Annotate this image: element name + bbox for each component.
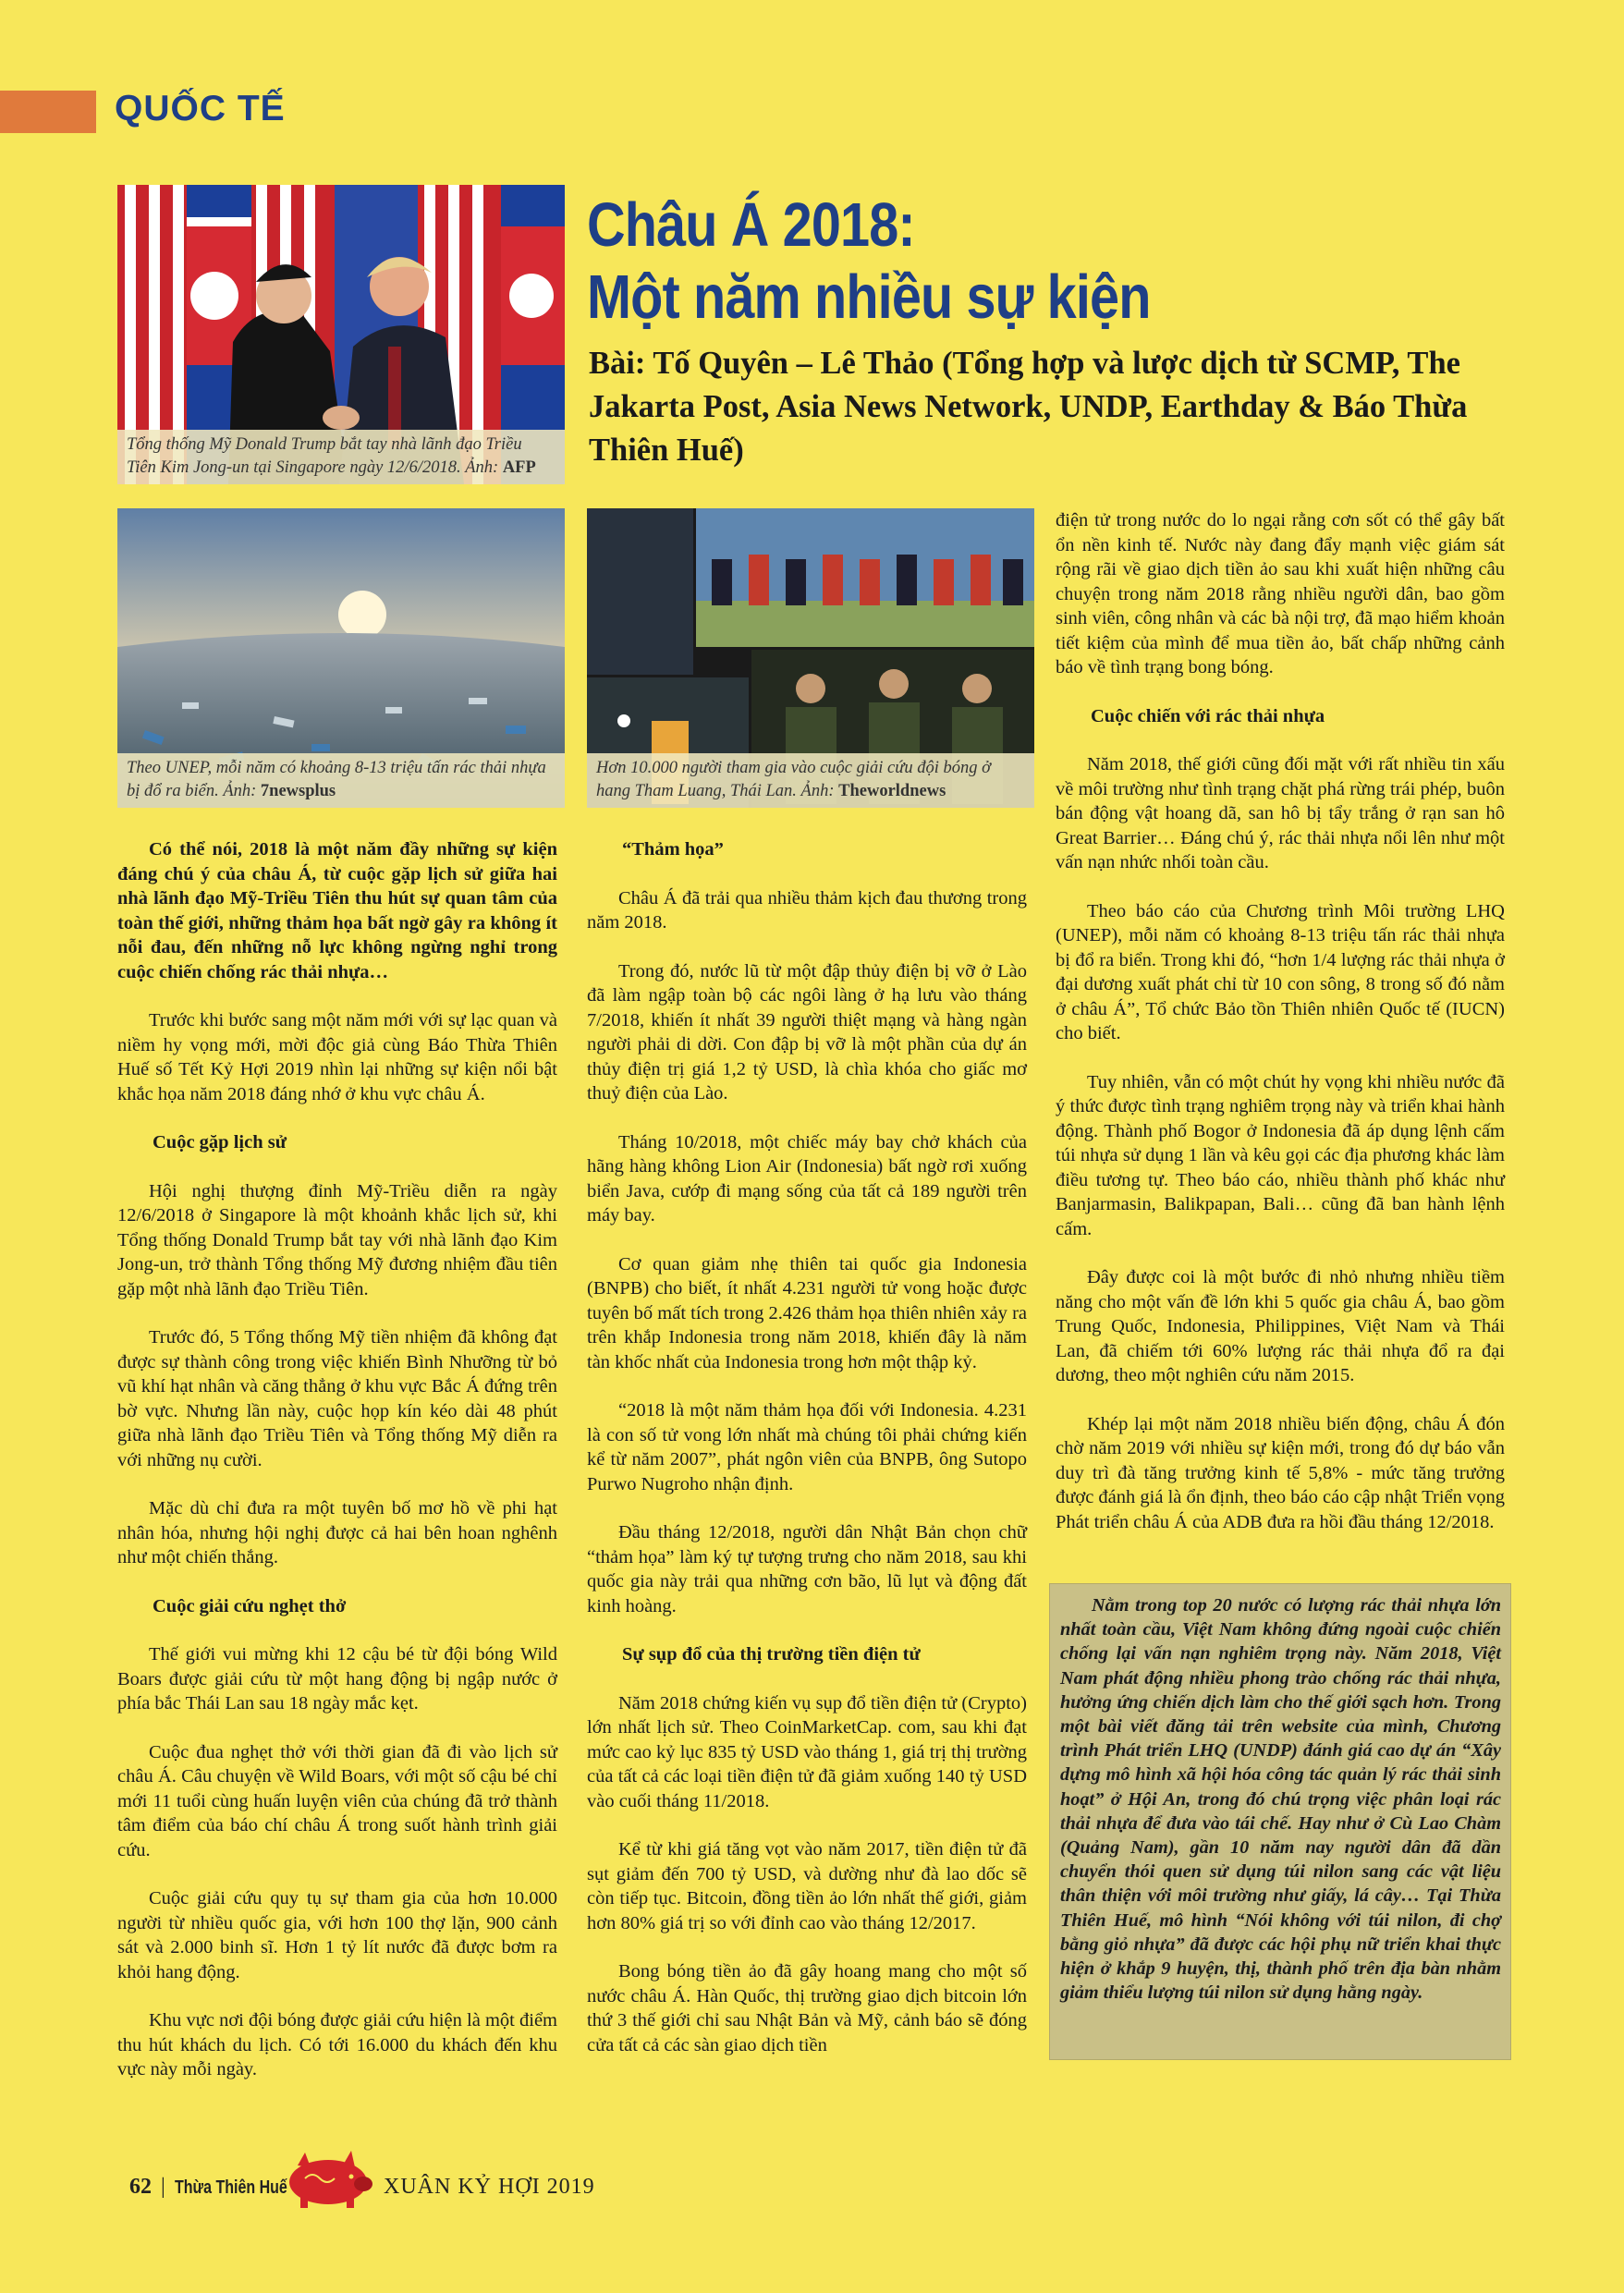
summit-photo-caption: Tổng thống Mỹ Donald Trump bắt tay nhà lãnh đạo Triều Tiên Kim Jong-un tại Singapore ngày 12/6/2018. Ảnh: AFP bbox=[117, 430, 565, 484]
article-byline: Bài: Tố Quyên – Lê Thảo (Tổng hợp và lược dịch từ SCMP, The Jakarta Post, Asia News Network, UNDP, Earthday & Báo Thừa Thiên Huế) bbox=[589, 346, 1468, 468]
subheading-disaster: “Thảm họa” bbox=[622, 839, 724, 860]
subheading-cave-rescue: Cuộc giải cứu nghẹt thở bbox=[153, 1595, 347, 1616]
col1-paragraph: Mặc dù chỉ đưa ra một tuyên bố mơ hồ về phi hạt nhân hóa, nhưng hội nghị được cả hai bên hoan nghênh như một chiến thắng. bbox=[117, 1498, 557, 1567]
vietnam-callout-text: Nằm trong top 20 nước có lượng rác thải nhựa lớn nhất toàn cầu, Việt Nam không đứng ngoài cuộc chiến chống lại vấn nạn nghiêm trọng này. Năm 2018, Việt Nam phát động nhiều phong trào chống rác thải nhựa, hưởng ứng chiến dịch làm cho thế giới sạch hơn. Trong một bài viết đăng tải trên website của mình, Chương trình Phát triển LHQ (UNDP) đánh giá cao dự án “Xây dựng mô hình xã hội hóa công tác quản lý rác thải sinh hoạt” ở Hội An, trong đó chú trọng việc phân loại rác thải nhựa để đưa vào tái chế. Hay như ở Cù Lao Chàm (Quảng Nam), gần 10 năm nay người dân đã dần chuyển thói quen sử dụng túi nilon sang các vật liệu thân thiện với môi trường như giấy, lá cây… Tại Thừa Thiên Huế, mô hình “Nói không với túi nilon, đi chợ bằng giỏ nhựa” đã được các hội phụ nữ triển khai thực hiện ở khắp 9 huyện, thị, thành phố trên địa bàn nhằm giảm thiểu lượng túi nilon sử dụng hằng ngày. bbox=[1060, 1595, 1501, 2004]
summit-photo-credit: AFP bbox=[502, 458, 536, 477]
subheading-historic-meeting: Cuộc gặp lịch sử bbox=[153, 1132, 287, 1153]
col2-paragraph: Năm 2018 chứng kiến vụ sụp đổ tiền điện tử (Crypto) lớn nhất lịch sử. Theo CoinMarketCap. com, sau khi đạt mức cao kỷ lục 835 tỷ USD vào tháng 1, giá trị thị trường của tất cả các loại tiền điện tử đã giảm xuống 140 tỷ USD vào cuối tháng 11/2018. bbox=[587, 1692, 1027, 1811]
col1-paragraph: Cuộc giải cứu quy tụ sự tham gia của hơn 10.000 người từ nhiều quốc gia, với hơn 100 thợ lặn, 900 cảnh sát và 2.000 binh sĩ. Hơn 1 tỷ lít nước đã được bơm ra khỏi hang động. bbox=[117, 1888, 557, 1982]
col2-paragraph: Cơ quan giảm nhẹ thiên tai quốc gia Indonesia (BNPB) cho biết, ít nhất 4.231 người tử vong hoặc được tuyên bố mất tích trong 2.426 thảm họa thiên nhiên xảy ra trên khắp Indonesia trong năm 2018, khiến đây là năm tàn khốc nhất của Indonesia trong hơn một thập kỷ. bbox=[587, 1253, 1027, 1372]
publication-name: Thừa Thiên Huế bbox=[174, 2177, 287, 2198]
col2-paragraph: Kể từ khi giá tăng vọt vào năm 2017, tiền điện tử đã sụt giảm đến 700 tỷ USD, và dường như đà lao dốc sẽ còn tiếp tục. Bitcoin, đồng tiền ảo lớn nhất thế giới, giảm hơn 80% giá trị so với đỉnh cao vào tháng 12/2017. bbox=[587, 1839, 1027, 1933]
col1-paragraph: Cuộc đua nghẹt thở với thời gian đã đi vào lịch sử châu Á. Câu chuyện về Wild Boars, với một số cậu bé chỉ mới 11 tuổi cùng huấn luyện viên của chúng đã trở thành tâm điểm của báo chí châu Á trong suốt hành trình giải cứu. bbox=[117, 1741, 557, 1860]
col1-paragraph: Thế giới vui mừng khi 12 cậu bé từ đội bóng Wild Boars được giải cứu từ một hang động bị ngập nước ở phía bắc Thái Lan sau 18 ngày mắc kẹt. bbox=[117, 1644, 557, 1714]
cave-rescue-caption: Hơn 10.000 người tham gia vào cuộc giải cứu đội bóng ở hang Tham Luang, Thái Lan. Ảnh: Theworldnews bbox=[587, 753, 1034, 808]
article-column-3 bbox=[1056, 508, 1505, 1558]
article-title bbox=[587, 189, 1382, 334]
plastic-waste-photo bbox=[117, 508, 565, 808]
col3-paragraph: Khép lại một năm 2018 nhiều biến động, châu Á đón chờ năm 2019 với nhiều sự kiện mới, trong đó dự báo vẫn duy trì đà tăng trưởng kinh tế 5,8% - mức tăng trưởng được đánh giá là ổn định, theo báo cáo cập nhật Triển vọng Phát triển châu Á của ADB đưa ra hồi đầu tháng 12/2018. bbox=[1056, 1413, 1505, 1532]
article-title-line2: Một năm nhiều sự kiện bbox=[587, 262, 1151, 332]
col1-paragraph: Khu vực nơi đội bóng được giải cứu hiện là một điểm thu hút khách du lịch. Có tới 16.000 du khách đến khu vực này mỗi ngày. bbox=[117, 2010, 557, 2080]
col1-paragraph: Trước đó, 5 Tổng thống Mỹ tiền nhiệm đã không đạt được sự thành công trong việc khiến Bình Nhưỡng từ bỏ vũ khí hạt nhân và căng thẳng ở khu vực Bắc Á đứng trên bờ vực. Nhưng lần này, cuộc họp kín kéo dài 48 phút giữa nhà lãnh đạo Triều Tiên và Tổng thống Mỹ diễn ra với những nụ cười. bbox=[117, 1327, 557, 1470]
section-accent-bar bbox=[0, 91, 96, 133]
col3-paragraph: Đây được coi là một bước đi nhỏ nhưng nhiều tiềm năng cho một vấn đề lớn khi 5 quốc gia châu Á, bao gồm Trung Quốc, Indonesia, Philippines, Việt Nam và Thái Lan, đã chiếm tới 60% lượng rác thải nhựa đổ ra đại dương, theo một nghiên cứu năm 2015. bbox=[1056, 1267, 1505, 1385]
subheading-plastic-waste: Cuộc chiến với rác thải nhựa bbox=[1091, 705, 1325, 726]
section-label: QUỐC TẾ bbox=[115, 89, 286, 128]
col1-paragraph: Hội nghị thượng đỉnh Mỹ-Triều diễn ra ngày 12/6/2018 ở Singapore là một khoảnh khắc lịch sử, khi Tổng thống Donald Trump bắt tay với nhà lãnh đạo Kim Jong-un, trở thành Tổng thống Mỹ đương nhiệm đầu tiên gặp một nhà lãnh đạo Triều Tiên. bbox=[117, 1180, 557, 1299]
plastic-waste-credit: 7newsplus bbox=[260, 782, 336, 800]
col2-paragraph: “2018 là một năm thảm họa đối với Indonesia. 4.231 là con số tử vong lớn nhất mà chúng tôi phải chứng kiến kể từ năm 2007”, phát ngôn viên của BNPB, ông Sutopo Purwo Nugroho nhận định. bbox=[587, 1400, 1027, 1494]
article-title-line1: Châu Á 2018: bbox=[587, 190, 915, 260]
pig-zodiac-icon bbox=[277, 2149, 379, 2210]
col2-paragraph: Tháng 10/2018, một chiếc máy bay chở khách của hãng hàng không Lion Air (Indonesia) bất ngờ rơi xuống biển Java, cướp đi mạng sống của tất cả 189 người trên máy bay. bbox=[587, 1131, 1027, 1226]
footer-separator: | bbox=[161, 2175, 165, 2199]
col1-paragraph: Trước khi bước sang một năm mới với sự lạc quan và niềm hy vọng mới, mời độc giả cùng Báo Thừa Thiên Huế số Tết Kỷ Hợi 2019 nhìn lại những sự kiện nổi bật khắc họa năm 2018 đáng nhớ ở khu vực châu Á. bbox=[117, 1010, 557, 1104]
summit-photo bbox=[117, 185, 565, 484]
cave-rescue-photo bbox=[587, 508, 1034, 808]
col2-paragraph: Đầu tháng 12/2018, người dân Nhật Bản chọn chữ “thảm họa” làm ký tự tượng trưng cho năm 2018, sau khi quốc gia này trải qua những cơn bão, lũ lụt và động đất kinh hoàng. bbox=[587, 1522, 1027, 1616]
col3-paragraph: Năm 2018, thế giới cũng đối mặt với rất nhiều tin xấu về môi trường như tình trạng chặt phá rừng trái phép, buôn bán động vật hoang dã, san hô bị tẩy trắng ở rạn san hô Great Barrier… Đáng chú ý, rác thải nhựa nổi lên như một vấn nạn nhức nhối toàn cầu. bbox=[1056, 754, 1505, 872]
article-lead: Có thể nói, 2018 là một năm đầy những sự kiện đáng chú ý của châu Á, từ cuộc gặp lịch sử giữa hai nhà lãnh đạo Mỹ-Triều Tiên thu hút sự quan tâm của toàn thế giới, những thảm họa bất ngờ gây ra không ít nỗi đau, đến những nỗ lực không ngừng nghỉ trong cuộc chiến chống rác thải nhựa… bbox=[117, 839, 557, 982]
cave-rescue-credit: Theworldnews bbox=[838, 782, 946, 800]
issue-label: XUÂN KỶ HỢI 2019 bbox=[384, 2175, 595, 2199]
col2-paragraph: Bong bóng tiền ảo đã gây hoang mang cho một số nước châu Á. Hàn Quốc, thị trường giao dịch bitcoin lớn thứ 3 thế giới chỉ sau Nhật Bản và Mỹ, cảnh báo sẽ đóng cửa tất cả các sàn giao dịch tiền bbox=[587, 1961, 1027, 2055]
col2-paragraph: Châu Á đã trải qua nhiều thảm kịch đau thương trong năm 2018. bbox=[587, 887, 1027, 933]
col2-paragraph: Trong đó, nước lũ từ một đập thủy điện bị vỡ ở Lào đã làm ngập toàn bộ các ngôi làng ở hạ lưu vào tháng 7/2018, khiến ít nhất 39 người thiệt mạng và hàng ngàn người phải di dời. Con đập bị vỡ là một phần của dự án thủy điện trị giá 1,2 tỷ USD, là chìa khóa cho giấc mơ thuỷ điện của Lào. bbox=[587, 960, 1027, 1104]
subheading-crypto-crash: Sự sụp đổ của thị trường tiền điện tử bbox=[622, 1644, 921, 1665]
article-column-2 bbox=[587, 837, 1027, 2081]
article-column-1 bbox=[117, 837, 557, 2106]
col3-paragraph: điện tử trong nước do lo ngại rằng cơn sốt có thể gây bất ổn nền kinh tế. Nước này đang đẩy mạnh việc giám sát rộng rãi về giao dịch tiền ảo sau khi xuất hiện những câu chuyện trong năm 2018 rằng nhiều người dân, bao gồm sinh viên, công nhân và các bà nội trợ, đã mạo hiểm khoản tiết kiệm của mình để mua tiền ảo, bất chấp những cảnh báo về tình trạng bong bóng. bbox=[1056, 510, 1505, 677]
vietnam-callout-box bbox=[1049, 1583, 1511, 2060]
page-number: 62 bbox=[129, 2175, 152, 2199]
plastic-waste-caption: Theo UNEP, mỗi năm có khoảng 8-13 triệu tấn rác thải nhựa bị đổ ra biển. Ảnh: 7newsplus bbox=[117, 753, 565, 808]
col3-paragraph: Tuy nhiên, vẫn có một chút hy vọng khi nhiều nước đã ý thức được tình trạng nghiêm trọng này và triển khai hành động. Thành phố Bogor ở Indonesia đã áp dụng lệnh cấm túi nhựa sử dụng 1 lần và kêu gọi các địa phương khác làm điều tương tự. Theo báo cáo, nhiều thành phố khác như Banjarmasin, Balikpapan, Bali… cũng đã ban hành lệnh cấm. bbox=[1056, 1071, 1505, 1239]
col3-paragraph: Theo báo cáo của Chương trình Môi trường LHQ (UNEP), mỗi năm có khoảng 8-13 triệu tấn rác thải nhựa bị đổ ra biển. Trong khi đó, “hơn 1/4 lượng rác thải nhựa ở đại dương xuất phát chỉ từ 10 con sông, 8 trong số đó nằm ở châu Á”, Tổ chức Bảo tồn Thiên nhiên Quốc tế (IUCN) cho biết. bbox=[1056, 900, 1505, 1043]
